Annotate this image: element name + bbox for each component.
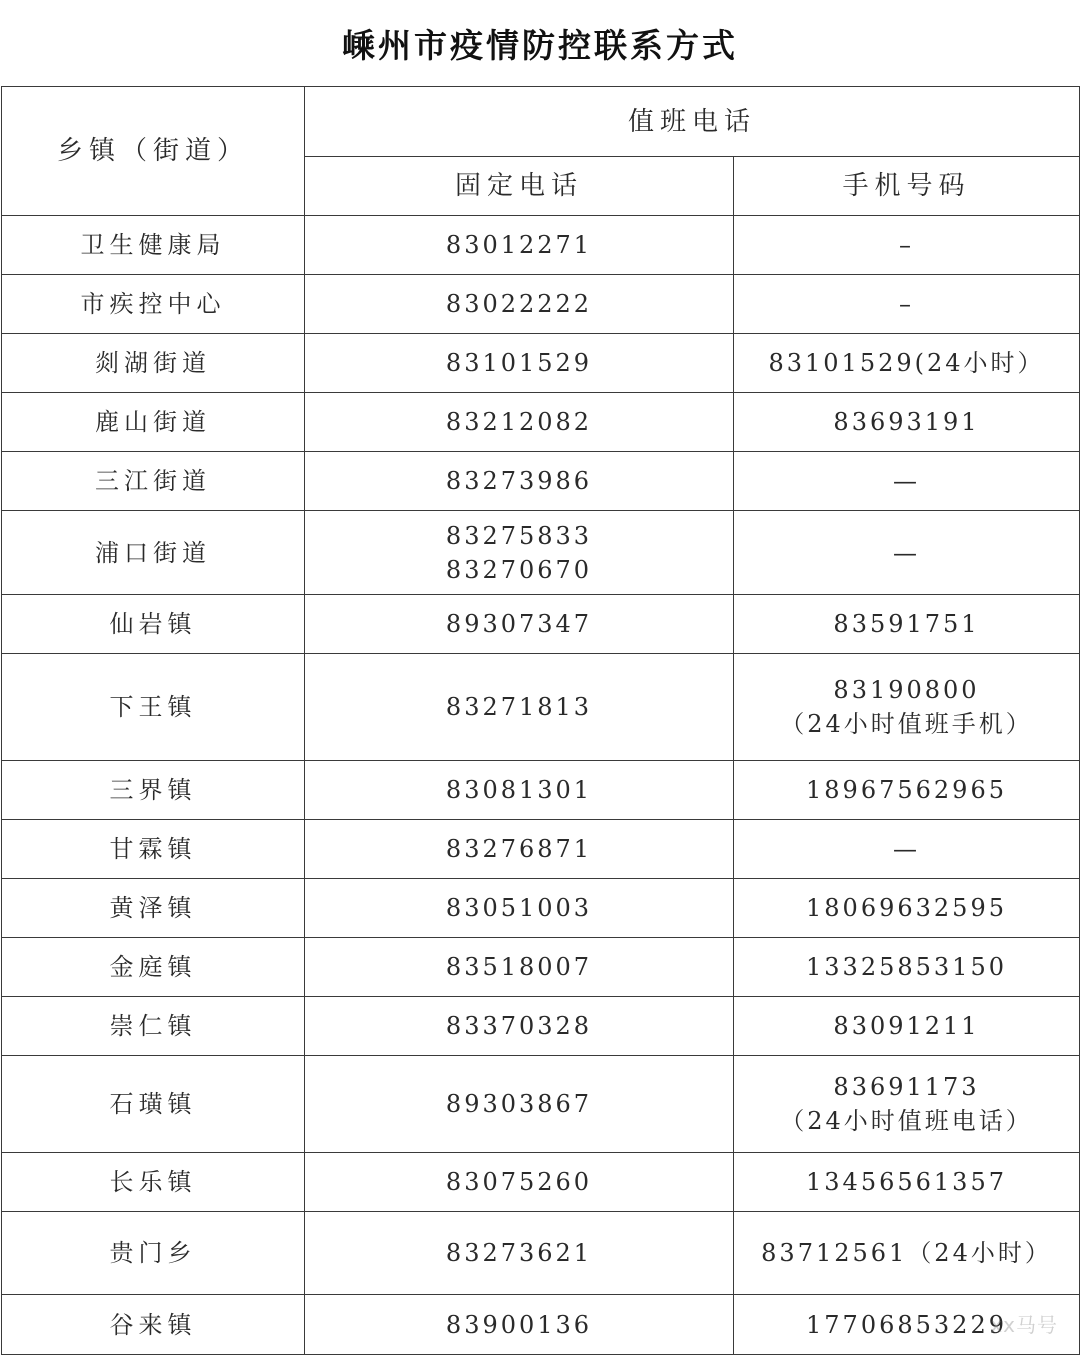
landline-number: 83212082 (445, 408, 593, 436)
town-name-cell: 谷来镇 (2, 1295, 305, 1355)
mobile-cell (734, 275, 1080, 334)
town-name-cell: 石璜镇 (2, 1056, 305, 1153)
landline-number: 83518007 (445, 953, 593, 981)
town-name-cell: 金庭镇 (2, 938, 305, 997)
landline-number: 83276871 (445, 835, 593, 863)
landline-number: 83270670 (445, 555, 593, 584)
town-name-cell: 甘霖镇 (2, 820, 305, 879)
mobile-cell (734, 1212, 1080, 1295)
mobile-number: 83693191 (833, 408, 980, 436)
mobile-number: — (893, 467, 920, 495)
mobile-cell (734, 595, 1080, 654)
mobile-cell (734, 820, 1080, 879)
mobile-number: — (893, 835, 920, 863)
table-row (2, 1295, 1080, 1355)
landline-cell (305, 1056, 734, 1153)
mobile-cell (734, 216, 1080, 275)
town-name-cell: 仙岩镇 (2, 595, 305, 654)
table-row (2, 761, 1080, 820)
mobile-number: （24小时值班电话） (780, 1107, 1033, 1135)
table-row (2, 216, 1080, 275)
mobile-number: 18069632595 (806, 894, 1007, 922)
header-landline: 固定电话 (305, 157, 734, 216)
mobile-number: – (899, 290, 914, 318)
table-row (2, 334, 1080, 393)
landline-number: 83275833 (445, 521, 593, 550)
town-name-cell: 三界镇 (2, 761, 305, 820)
mobile-number: — (893, 538, 920, 567)
table-row (2, 1212, 1080, 1295)
table-row (2, 1153, 1080, 1212)
mobile-cell (734, 393, 1080, 452)
table-row (2, 452, 1080, 511)
landline-number: 83081301 (445, 776, 593, 804)
mobile-number: 83091211 (833, 1012, 980, 1040)
landline-number: 83022222 (445, 290, 593, 318)
town-name-cell: 剡湖街道 (2, 334, 305, 393)
table-row (2, 820, 1080, 879)
landline-number: 83370328 (445, 1012, 593, 1040)
mobile-number: 18967562965 (806, 776, 1007, 804)
mobile-number: 17706853229 (806, 1310, 1007, 1339)
landline-cell (305, 511, 734, 595)
town-name-cell: 鹿山街道 (2, 393, 305, 452)
landline-number: 83101529 (445, 349, 593, 377)
landline-number: 83012271 (445, 231, 593, 259)
table-row (2, 595, 1080, 654)
table-row (2, 511, 1080, 595)
mobile-cell (734, 761, 1080, 820)
landline-number: 83273986 (445, 467, 593, 495)
mobile-number: 13325853150 (806, 953, 1007, 981)
mobile-cell (734, 938, 1080, 997)
landline-cell (305, 761, 734, 820)
landline-cell (305, 452, 734, 511)
table-row (2, 275, 1080, 334)
landline-cell (305, 879, 734, 938)
town-name-cell: 三江街道 (2, 452, 305, 511)
page-title: 嵊州市疫情防控联系方式 (342, 25, 738, 65)
mobile-number: 83190800 (833, 676, 980, 704)
mobile-number: （24小时值班手机） (780, 710, 1033, 738)
mobile-number: 83591751 (833, 610, 980, 638)
mobile-cell (734, 334, 1080, 393)
town-name-cell: 贵门乡 (2, 1212, 305, 1295)
landline-cell (305, 1295, 734, 1355)
landline-number: 83273621 (445, 1239, 593, 1267)
landline-cell (305, 1212, 734, 1295)
landline-number: 83900136 (445, 1310, 593, 1339)
mobile-cell (734, 654, 1080, 761)
town-name-cell: 崇仁镇 (2, 997, 305, 1056)
table-row (2, 393, 1080, 452)
mobile-cell (734, 511, 1080, 595)
town-name-cell: 下王镇 (2, 654, 305, 761)
mobile-number: 13456561357 (806, 1168, 1007, 1196)
mobile-cell (734, 879, 1080, 938)
landline-number: 83271813 (445, 693, 593, 721)
town-name-cell: 市疾控中心 (2, 275, 305, 334)
landline-cell (305, 275, 734, 334)
table-row (2, 879, 1080, 938)
table-row (2, 997, 1080, 1056)
mobile-cell (734, 997, 1080, 1056)
landline-number: 83051003 (445, 894, 593, 922)
landline-cell (305, 654, 734, 761)
landline-cell (305, 334, 734, 393)
mobile-number: 83101529(24小时） (768, 349, 1045, 377)
town-name-cell: 浦口街道 (2, 511, 305, 595)
town-name-cell: 黄泽镇 (2, 879, 305, 938)
table-row (2, 938, 1080, 997)
town-name-cell: 长乐镇 (2, 1153, 305, 1212)
landline-cell (305, 595, 734, 654)
landline-cell (305, 1153, 734, 1212)
landline-cell (305, 393, 734, 452)
table-row (2, 1056, 1080, 1153)
header-duty-phone: 值班电话 (305, 87, 1080, 157)
mobile-number: 83691173 (833, 1073, 980, 1101)
landline-cell (305, 216, 734, 275)
mobile-cell (734, 452, 1080, 511)
landline-number: 89303867 (445, 1090, 593, 1118)
town-name-cell: 卫生健康局 (2, 216, 305, 275)
landline-number: 83075260 (445, 1168, 593, 1196)
table-row (2, 654, 1080, 761)
landline-cell (305, 820, 734, 879)
landline-cell (305, 938, 734, 997)
contact-table (1, 86, 1080, 1355)
mobile-cell (734, 1056, 1080, 1153)
header-town: 乡镇（街道） (2, 87, 305, 216)
landline-number: 89307347 (445, 610, 593, 638)
mobile-number: – (899, 231, 914, 259)
watermark: xx马号 (990, 1313, 1058, 1337)
mobile-cell (734, 1153, 1080, 1212)
header-mobile: 手机号码 (734, 157, 1080, 216)
table-body (2, 216, 1080, 1355)
mobile-number: 83712561（24小时） (761, 1239, 1052, 1267)
landline-cell (305, 997, 734, 1056)
